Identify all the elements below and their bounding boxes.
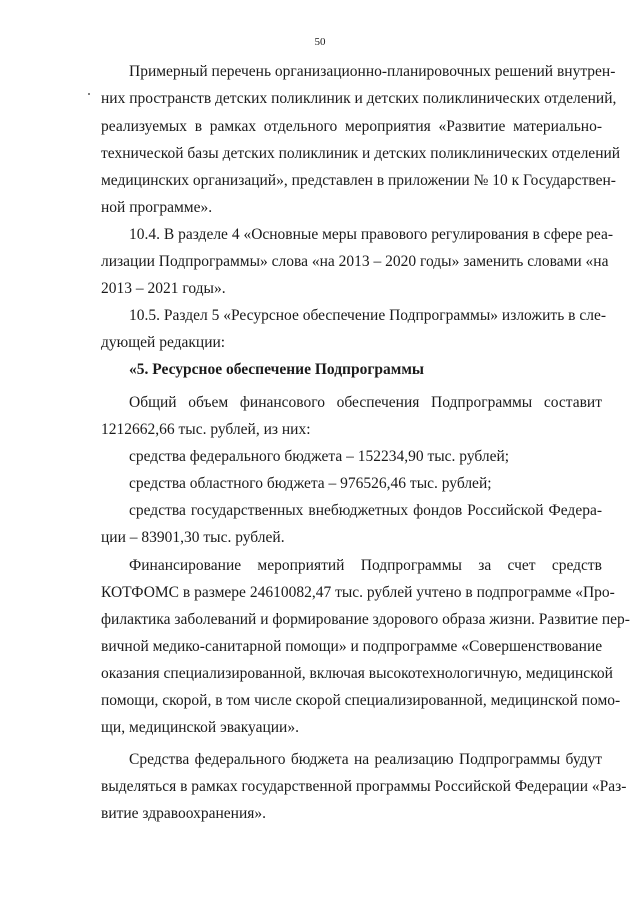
paragraph-line: оказания специализированной, включая высокотехнологичную, медицинской — [101, 665, 613, 682]
paragraph-line: выделяться в рамках государственной программы Российской Федерации «Раз- — [101, 778, 627, 795]
paragraph-line: филактика заболеваний и формирование здорового образа жизни. Развитие пер- — [101, 611, 630, 628]
paragraph-line: витие здравоохранения». — [101, 805, 267, 822]
paragraph-line: 1212662,66 тыс. рублей, из них: — [101, 421, 311, 438]
paragraph-line: Общий объем финансового обеспечения Подпрограммы составит — [129, 394, 602, 411]
section-heading: «5. Ресурсное обеспечение Подпрограммы — [129, 361, 424, 378]
scan-speck — [88, 93, 90, 95]
paragraph-line: Финансирование мероприятий Подпрограммы за счет средств — [129, 557, 602, 574]
paragraph-line: 10.4. В разделе 4 «Основные меры правового регулирования в сфере реа- — [129, 226, 613, 243]
paragraph-line: медицинских организаций», представлен в приложении № 10 к Государствен- — [101, 172, 616, 189]
paragraph-line: ции – 83901,30 тыс. рублей. — [101, 529, 285, 546]
paragraph-line: ной программе». — [101, 199, 213, 216]
paragraph-line: реализуемых в рамках отдельного мероприятия «Развитие материально- — [101, 118, 602, 135]
paragraph-line: Примерный перечень организационно-планировочных решений внутрен- — [129, 63, 616, 80]
paragraph-line: щи, медицинской эвакуации». — [101, 719, 299, 736]
paragraph-line: них пространств детских поликлиник и детских поликлинических отделений, — [101, 90, 617, 107]
paragraph-line: помощи, скорой, в том числе скорой специализированной, медицинской помо- — [101, 692, 621, 709]
paragraph-line: технической базы детских поликлиник и детских поликлинических отделений — [101, 145, 621, 162]
paragraph-line: Средства федерального бюджета на реализацию Подпрограммы будут — [129, 751, 602, 768]
paragraph-line: средства областного бюджета – 976526,46 тыс. рублей; — [129, 475, 492, 492]
paragraph-line: 10.5. Раздел 5 «Ресурсное обеспечение Подпрограммы» изложить в сле- — [129, 307, 606, 324]
paragraph-line: 2013 – 2021 годы». — [101, 280, 226, 297]
paragraph-line: средства государственных внебюджетных фондов Российской Федера- — [129, 502, 602, 519]
paragraph-line: лизации Подпрограммы» слова «на 2013 – 2020 годы» заменить словами «на — [101, 253, 609, 270]
paragraph-line: КОТФОМС в размере 24610082,47 тыс. рублей учтено в подпрограмме «Про- — [101, 584, 615, 601]
paragraph-line: вичной медико-санитарной помощи» и подпрограмме «Совершенствование — [101, 638, 603, 655]
page-number: 50 — [314, 36, 326, 48]
paragraph-line: дующей редакции: — [101, 334, 226, 351]
paragraph-line: средства федерального бюджета – 152234,90 тыс. рублей; — [129, 448, 510, 465]
